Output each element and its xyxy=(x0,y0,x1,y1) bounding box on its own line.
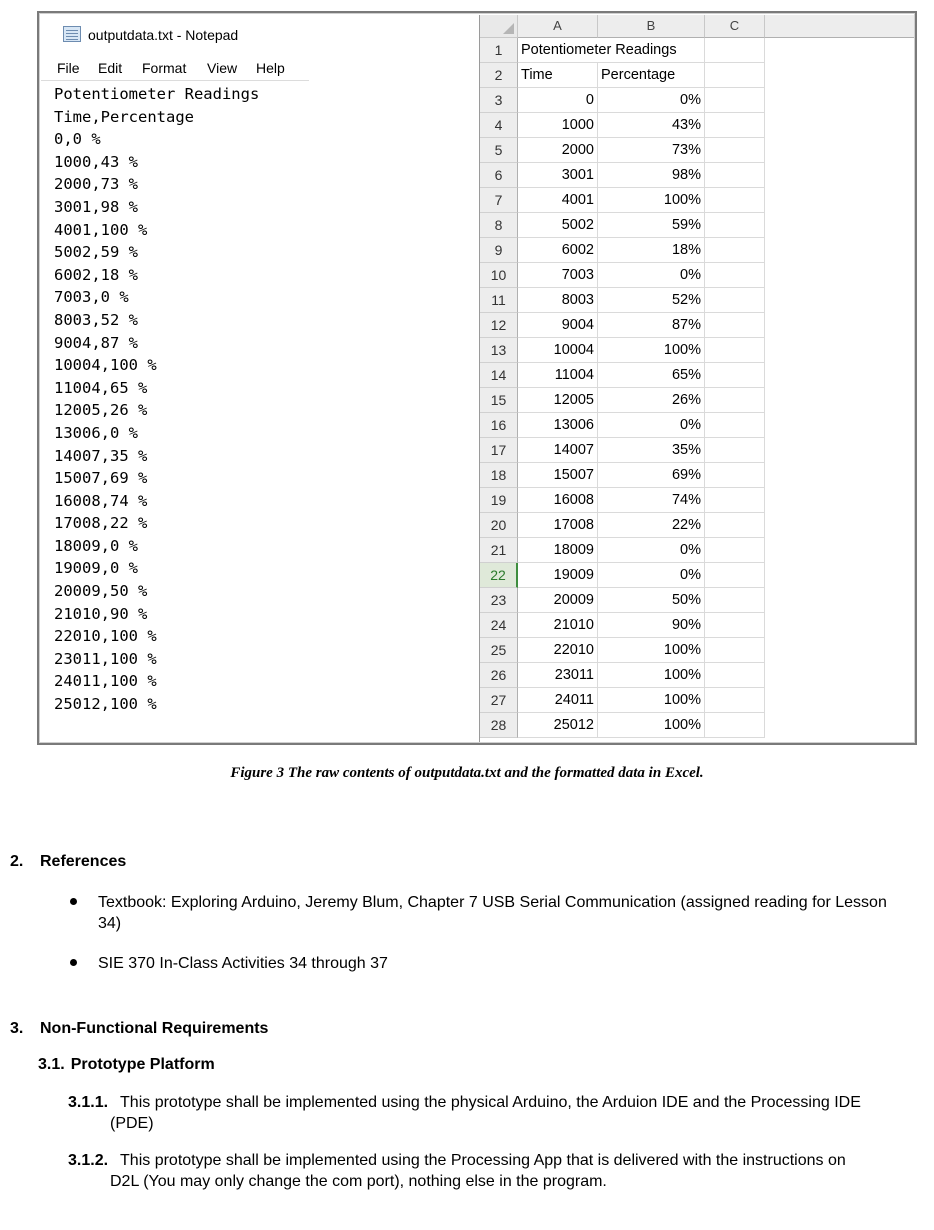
column-header-a[interactable]: A xyxy=(518,15,598,38)
references-title: References xyxy=(40,853,127,870)
cell-c[interactable] xyxy=(705,588,765,613)
notepad-line: 0,0 % xyxy=(54,130,101,149)
row-header[interactable]: 6 xyxy=(480,163,518,188)
cell-time[interactable]: 19009 xyxy=(518,563,598,588)
row-header[interactable]: 4 xyxy=(480,113,518,138)
notepad-line: 1000,43 % xyxy=(54,152,138,171)
notepad-line: 14007,35 % xyxy=(54,446,148,465)
cell-percentage[interactable]: 52% xyxy=(598,288,705,313)
menu-file[interactable]: File xyxy=(57,60,80,76)
row-header[interactable]: 24 xyxy=(480,613,518,638)
cell-c[interactable] xyxy=(705,113,765,138)
cell-percentage[interactable]: 22% xyxy=(598,513,705,538)
cell-time[interactable]: 15007 xyxy=(518,463,598,488)
row-header[interactable]: 23 xyxy=(480,588,518,613)
figure-3 xyxy=(37,11,917,745)
cell-c[interactable] xyxy=(705,388,765,413)
notepad-line: 17008,22 % xyxy=(54,514,148,533)
requirement-text: This prototype shall be implemented using the Processing App that is delivered with the instructions on xyxy=(120,1152,846,1169)
row-header[interactable]: 7 xyxy=(480,188,518,213)
cell-time[interactable]: 4001 xyxy=(518,188,598,213)
cell-b[interactable]: Percentage xyxy=(598,63,705,88)
requirement-text-cont: D2L (You may only change the com port), nothing else in the program. xyxy=(110,1173,607,1190)
notepad-line: 5002,59 % xyxy=(54,243,138,262)
requirement-3-1-2 xyxy=(68,1150,918,1192)
column-header-b[interactable]: B xyxy=(598,15,705,38)
requirement-number: 3.1.1. xyxy=(68,1094,109,1111)
notepad-line: 15007,69 % xyxy=(54,469,148,488)
reference-item: SIE 370 In-Class Activities 34 through 37 xyxy=(98,955,388,972)
row-header[interactable]: 10 xyxy=(480,263,518,288)
notepad-line: 22010,100 % xyxy=(54,627,157,646)
cell-percentage[interactable]: 74% xyxy=(598,488,705,513)
row-header[interactable]: 25 xyxy=(480,638,518,663)
notepad-line: 19009,0 % xyxy=(54,559,138,578)
cell-percentage[interactable]: 59% xyxy=(598,213,705,238)
notepad-line: 4001,100 % xyxy=(54,220,148,239)
cell-c[interactable] xyxy=(705,188,765,213)
bullet-icon xyxy=(70,898,77,905)
requirement-text: This prototype shall be implemented using the physical Arduino, the Arduion IDE and the Processing IDE xyxy=(120,1094,861,1111)
cell-time[interactable]: 11004 xyxy=(518,363,598,388)
cell-a[interactable]: Potentiometer Readings xyxy=(518,38,598,63)
cell-percentage[interactable]: 18% xyxy=(598,238,705,263)
cell-time[interactable]: 6002 xyxy=(518,238,598,263)
row-header[interactable]: 2 xyxy=(480,63,518,88)
cell-time[interactable]: 7003 xyxy=(518,263,598,288)
cell-c[interactable] xyxy=(705,688,765,713)
cell-percentage[interactable]: 0% xyxy=(598,563,705,588)
notepad-line: 10004,100 % xyxy=(54,356,157,375)
notepad-line: 12005,26 % xyxy=(54,401,148,420)
cell-time[interactable]: 20009 xyxy=(518,588,598,613)
cell-percentage[interactable]: 50% xyxy=(598,588,705,613)
cell-percentage[interactable]: 100% xyxy=(598,713,705,738)
notepad-file-icon xyxy=(63,26,81,42)
cell-time[interactable]: 9004 xyxy=(518,313,598,338)
cell-percentage[interactable]: 26% xyxy=(598,388,705,413)
row-header[interactable]: 19 xyxy=(480,488,518,513)
row-header[interactable]: 16 xyxy=(480,413,518,438)
cell-percentage[interactable]: 0% xyxy=(598,263,705,288)
notepad-window xyxy=(41,15,477,743)
cell-time[interactable]: 5002 xyxy=(518,213,598,238)
cell-percentage[interactable]: 87% xyxy=(598,313,705,338)
notepad-menubar xyxy=(41,55,309,81)
nonfunctional-title: Non-Functional Requirements xyxy=(40,1020,269,1037)
select-all-corner[interactable] xyxy=(480,15,518,38)
cell-time[interactable]: 22010 xyxy=(518,638,598,663)
notepad-titlebar xyxy=(41,15,477,51)
cell-time[interactable]: 13006 xyxy=(518,413,598,438)
notepad-line: 21010,90 % xyxy=(54,604,148,623)
row-header[interactable]: 18 xyxy=(480,463,518,488)
cell-c[interactable] xyxy=(705,163,765,188)
cell-percentage[interactable]: 73% xyxy=(598,138,705,163)
notepad-line: 9004,87 % xyxy=(54,333,138,352)
requirement-3-1-1 xyxy=(68,1092,918,1134)
row-header[interactable]: 15 xyxy=(480,388,518,413)
cell-c[interactable] xyxy=(705,38,765,63)
cell-percentage[interactable]: 43% xyxy=(598,113,705,138)
notepad-text-area[interactable] xyxy=(54,83,454,716)
row-header[interactable]: 8 xyxy=(480,213,518,238)
menu-edit[interactable]: Edit xyxy=(98,60,123,76)
cell-c[interactable] xyxy=(705,363,765,388)
cell-time[interactable]: 25012 xyxy=(518,713,598,738)
notepad-line: Potentiometer Readings xyxy=(54,85,260,103)
cell-percentage[interactable]: 100% xyxy=(598,188,705,213)
cell-c[interactable] xyxy=(705,488,765,513)
cell-c[interactable] xyxy=(705,563,765,588)
cell-c[interactable] xyxy=(705,463,765,488)
cell-c[interactable] xyxy=(705,88,765,113)
requirement-text-cont: (PDE) xyxy=(110,1115,154,1132)
row-header[interactable]: 3 xyxy=(480,88,518,113)
column-header-rest xyxy=(765,15,915,38)
notepad-title: outputdata.txt - Notepad xyxy=(88,27,239,43)
cell-percentage[interactable]: 35% xyxy=(598,438,705,463)
row-header[interactable]: 20 xyxy=(480,513,518,538)
cell-time[interactable]: 17008 xyxy=(518,513,598,538)
cell-percentage[interactable]: 90% xyxy=(598,613,705,638)
cell-c[interactable] xyxy=(705,638,765,663)
cell-time[interactable]: 8003 xyxy=(518,288,598,313)
prototype-platform-heading xyxy=(38,1056,215,1074)
cell-time[interactable]: 0 xyxy=(518,88,598,113)
reference-item: Textbook: Exploring Arduino, Jeremy Blum, Chapter 7 USB Serial Communication (assigned reading for Lesson 34) xyxy=(98,894,887,932)
subsection-number: 3.1. xyxy=(38,1056,65,1073)
requirement-number: 3.1.2. xyxy=(68,1152,109,1169)
row-header[interactable]: 12 xyxy=(480,313,518,338)
notepad-line: 20009,50 % xyxy=(54,582,148,601)
menu-format[interactable]: Format xyxy=(142,60,187,76)
notepad-line: 11004,65 % xyxy=(54,378,148,397)
notepad-line: 2000,73 % xyxy=(54,175,138,194)
cell-time[interactable]: 16008 xyxy=(518,488,598,513)
cell-time[interactable]: 24011 xyxy=(518,688,598,713)
row-header[interactable]: 5 xyxy=(480,138,518,163)
row-header[interactable]: 26 xyxy=(480,663,518,688)
menu-help[interactable]: Help xyxy=(256,60,285,76)
notepad-line: 25012,100 % xyxy=(54,695,157,714)
cell-time[interactable]: 1000 xyxy=(518,113,598,138)
row-header[interactable]: 27 xyxy=(480,688,518,713)
cell-c[interactable] xyxy=(705,338,765,363)
cell-c[interactable] xyxy=(705,288,765,313)
excel-sheet xyxy=(479,15,915,743)
cell-percentage[interactable]: 0% xyxy=(598,88,705,113)
row-header[interactable]: 22 xyxy=(480,563,518,588)
cell-c[interactable] xyxy=(705,63,765,88)
notepad-line: Time,Percentage xyxy=(54,107,194,126)
nonfunctional-number: 3. xyxy=(10,1020,24,1037)
notepad-line: 13006,0 % xyxy=(54,423,138,442)
notepad-line: 18009,0 % xyxy=(54,536,138,555)
cell-percentage[interactable]: 0% xyxy=(598,538,705,563)
cell-percentage[interactable]: 100% xyxy=(598,338,705,363)
nonfunctional-heading xyxy=(10,1020,268,1038)
cell-percentage[interactable]: 100% xyxy=(598,663,705,688)
cell-c[interactable] xyxy=(705,413,765,438)
cell-percentage[interactable]: 100% xyxy=(598,688,705,713)
column-header-c[interactable]: C xyxy=(705,15,765,38)
notepad-line: 3001,98 % xyxy=(54,197,138,216)
notepad-line: 23011,100 % xyxy=(54,649,157,668)
cell-c[interactable] xyxy=(705,238,765,263)
row-header[interactable]: 21 xyxy=(480,538,518,563)
notepad-line: 7003,0 % xyxy=(54,288,129,307)
cell-percentage[interactable]: 65% xyxy=(598,363,705,388)
cell-c[interactable] xyxy=(705,538,765,563)
cell-time[interactable]: 14007 xyxy=(518,438,598,463)
cell-c[interactable] xyxy=(705,663,765,688)
cell-c[interactable] xyxy=(705,438,765,463)
figure-caption: Figure 3 The raw contents of outputdata.txt and the formatted data in Excel. xyxy=(230,765,704,781)
cell-time[interactable]: 3001 xyxy=(518,163,598,188)
row-header[interactable]: 1 xyxy=(480,38,518,63)
references-heading xyxy=(10,853,126,871)
row-header[interactable]: 13 xyxy=(480,338,518,363)
cell-percentage[interactable]: 69% xyxy=(598,463,705,488)
cell-time[interactable]: 21010 xyxy=(518,613,598,638)
subsection-title: Prototype Platform xyxy=(70,1056,215,1073)
row-header[interactable]: 28 xyxy=(480,713,518,738)
row-header[interactable]: 9 xyxy=(480,238,518,263)
cell-a[interactable]: Time xyxy=(518,63,598,88)
notepad-line: 24011,100 % xyxy=(54,672,157,691)
row-header[interactable]: 17 xyxy=(480,438,518,463)
cell-c[interactable] xyxy=(705,213,765,238)
cell-time[interactable]: 18009 xyxy=(518,538,598,563)
notepad-line: 8003,52 % xyxy=(54,310,138,329)
menu-view[interactable]: View xyxy=(207,60,238,76)
cell-c[interactable] xyxy=(705,313,765,338)
cell-time[interactable]: 10004 xyxy=(518,338,598,363)
bullet-icon xyxy=(70,959,77,966)
cell-time[interactable]: 23011 xyxy=(518,663,598,688)
row-header[interactable]: 11 xyxy=(480,288,518,313)
cell-percentage[interactable]: 98% xyxy=(598,163,705,188)
notepad-line: 16008,74 % xyxy=(54,491,148,510)
references-number: 2. xyxy=(10,853,24,870)
row-header[interactable]: 14 xyxy=(480,363,518,388)
cell-percentage[interactable]: 100% xyxy=(598,638,705,663)
notepad-line: 6002,18 % xyxy=(54,265,138,284)
cell-time[interactable]: 12005 xyxy=(518,388,598,413)
cell-c[interactable] xyxy=(705,138,765,163)
cell-c[interactable] xyxy=(705,513,765,538)
cell-percentage[interactable]: 0% xyxy=(598,413,705,438)
cell-c[interactable] xyxy=(705,613,765,638)
cell-c[interactable] xyxy=(705,263,765,288)
cell-c[interactable] xyxy=(705,713,765,738)
cell-time[interactable]: 2000 xyxy=(518,138,598,163)
